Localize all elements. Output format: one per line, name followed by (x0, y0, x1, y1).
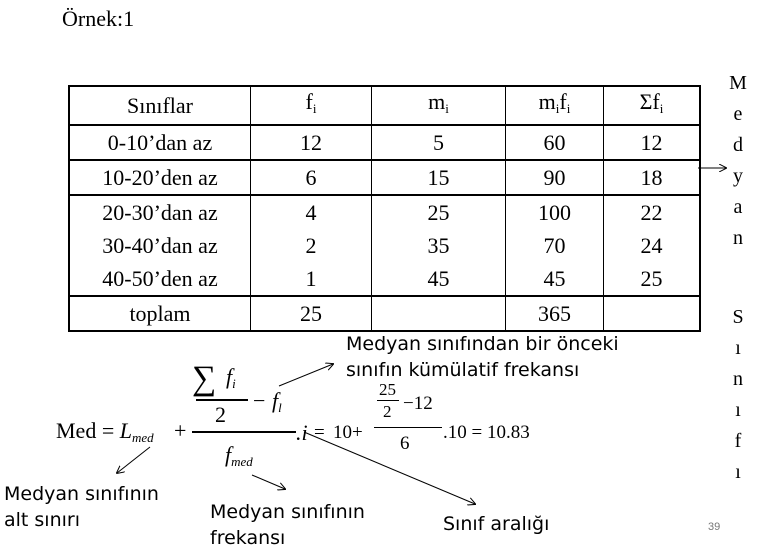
formula-2: 2 (383, 402, 392, 421)
cell-cum: 24 (640, 232, 663, 258)
formula-equals: = (314, 422, 325, 443)
formula-dot-i: .i (296, 420, 308, 445)
cell-mf: 70 (506, 229, 604, 262)
formula-minus12: −12 (403, 393, 433, 414)
formula-fi: $f_i$ (226, 364, 236, 391)
formula-minus: − (253, 388, 266, 413)
example-title: Örnek:1 (62, 6, 135, 31)
cell-m: 5 (372, 125, 506, 160)
cell-mf: 100 (506, 195, 604, 229)
formula-ten-plus: 10+ (333, 422, 363, 443)
cell-total-mf: 365 (506, 296, 604, 331)
cell-class: 40-50’den az (69, 262, 251, 296)
cell-cum: 25 (640, 265, 663, 291)
cell-f: 6 (251, 160, 372, 195)
cell-f: 2 (251, 229, 372, 262)
cell-cum: 18 (604, 160, 701, 195)
formula-tail: .10 = 10.83 (443, 422, 530, 443)
formula-two: 2 (215, 402, 226, 427)
cell-f: 1 (251, 262, 372, 296)
page-number: 39 (708, 521, 721, 533)
sum-symbol: ∑ (192, 360, 217, 397)
cell-total-f: 25 (251, 296, 372, 331)
cell-m: 25 (372, 195, 506, 229)
cell-f: 12 (251, 125, 372, 160)
annotation-lower-limit: Medyan sınıfının alt sınırı (4, 483, 159, 531)
arrow-to-median-frequency (252, 475, 285, 489)
arrow-to-lower-limit (117, 447, 150, 473)
cell-total-label: toplam (69, 296, 251, 331)
formula-25: 25 (379, 380, 396, 399)
cell-m: 45 (372, 262, 506, 296)
header-mf: $m_if_i$ (506, 86, 604, 125)
header-cumulative: $\Sigma f_i$ (604, 86, 701, 125)
cell-class: 20-30’dan az (69, 195, 251, 229)
formula-fmed: $f_{med}$ (225, 442, 253, 469)
arrow-to-class-interval (304, 432, 475, 504)
cell-f: 4 (251, 195, 372, 229)
formula-6: 6 (400, 433, 410, 454)
cell-m: 15 (372, 160, 506, 195)
cell-class: 30-40’dan az (69, 229, 251, 262)
side-label-medyan: M e d y a n (729, 72, 747, 249)
formula-lhs: Med = $L_{med}$ (56, 418, 154, 445)
header-classes: Sınıflar (69, 86, 251, 125)
cell-mf: 60 (506, 125, 604, 160)
annotation-class-interval: Sınıf aralığı (443, 513, 550, 535)
formula-plus: + (174, 418, 187, 443)
header-frequency: $f_i$ (251, 86, 372, 125)
cell-cum: 22 (640, 199, 663, 225)
cell-m: 35 (372, 229, 506, 262)
cell-cum: 12 (640, 129, 663, 155)
cell-mf: 90 (506, 160, 604, 195)
annotation-median-frequency: Medyan sınıfının frekansı (210, 501, 365, 549)
cell-class: 0-10’dan az (69, 125, 251, 160)
cell-mf: 45 (506, 262, 604, 296)
cell-class: 10-20’den az (69, 160, 251, 195)
side-label-sinifi: S ı n ı f ı (732, 306, 744, 483)
header-midpoint: $m_i$ (372, 86, 506, 125)
formula-fl: $f_l$ (272, 388, 282, 415)
annotation-previous-cumulative: Medyan sınıfından bir önceki sınıfın kümülatif frekansı (346, 333, 619, 381)
arrow-to-previous-cumulative (279, 364, 333, 386)
